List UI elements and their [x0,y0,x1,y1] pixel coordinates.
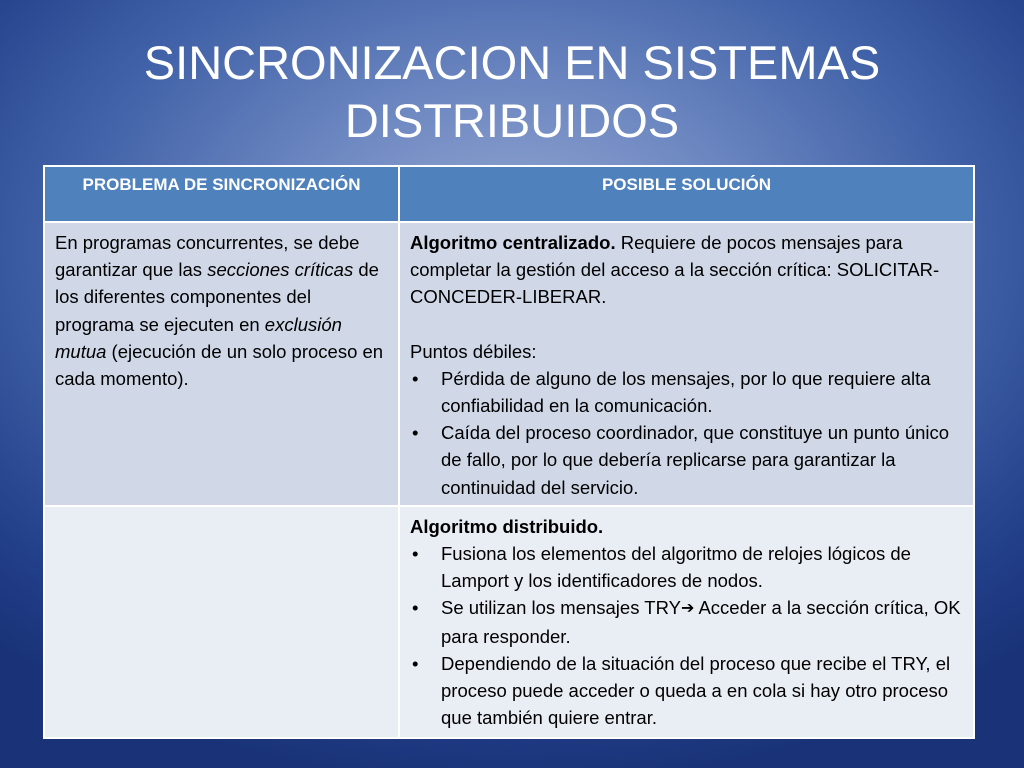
problem-cell-empty [44,506,399,738]
table-header-row [44,166,974,222]
table-row [44,222,974,506]
distributed-heading: Algoritmo distribuido. [410,515,604,537]
synchronization-table [43,165,975,739]
problem-cell [44,222,399,506]
problem-emphasis-critical-sections: secciones críticas [207,259,354,281]
list-item [410,540,963,594]
problem-text-2: de los diferentes componentes del programa se ejecuten en [55,259,379,335]
table-row [44,506,974,738]
list-item-text: Fusiona los elementos del algoritmo de relojes lógicos de Lamport y los identificadores de nodos. [441,543,911,592]
weak-points-label: Puntos débiles: [410,340,537,362]
bullet-icon: • [412,652,419,674]
problem-text-1: En programas concurrentes, se debe garantizar que las [55,232,360,281]
solution-cell-centralized [399,222,974,506]
slide-title [0,34,1024,150]
slide-title-line-2: DISTRIBUIDOS [344,94,680,147]
bullet-icon: • [412,367,419,389]
list-item-text: Acceder a la sección crítica, OK para responder. [441,597,961,647]
bullet-icon: • [412,543,419,565]
solution-cell-distributed [399,506,974,738]
centralized-intro-text: Requiere de pocos mensajes para completar la gestión del acceso a la sección crítica: SOLICITAR-CONCEDER-LIBERAR. [410,232,940,308]
list-item [410,419,963,501]
arrow-right-icon: ➔ [680,600,695,618]
centralized-intro [410,229,963,311]
bullet-icon: • [412,422,419,444]
problem-text-3: (ejecución de un solo proceso en cada momento). [55,340,384,390]
spacer [410,311,963,338]
header-problem: PROBLEMA DE SINCRONIZACIÓN [44,166,399,222]
bullet-icon: • [412,597,419,619]
list-item-text: Pérdida de alguno de los mensajes, por lo que requiere alta confiabilidad en la comunicación. [441,367,931,417]
slide-title-line-1: SINCRONIZACION EN SISTEMAS [143,36,881,89]
list-item [410,594,963,649]
list-item-text: Se utilizan los mensajes TRY [441,597,681,619]
header-solution: POSIBLE SOLUCIÓN [399,166,974,222]
list-item [410,650,963,732]
list-item [410,365,963,419]
list-item-text: Dependiendo de la situación del proceso que recibe el TRY, el proceso puede acceder o queda a en cola si hay otro proceso que también quiere entrar. [441,652,951,729]
centralized-heading: Algoritmo centralizado. [410,232,616,253]
distributed-list [410,540,963,731]
problem-emphasis-mutual-exclusion: exclusión mutua [55,313,342,362]
list-item-text: Caída del proceso coordinador, que constituye un punto único de fallo, por lo que debería replicarse para garantizar la continuidad del servicio. [441,422,950,498]
weak-points-list [410,365,963,501]
